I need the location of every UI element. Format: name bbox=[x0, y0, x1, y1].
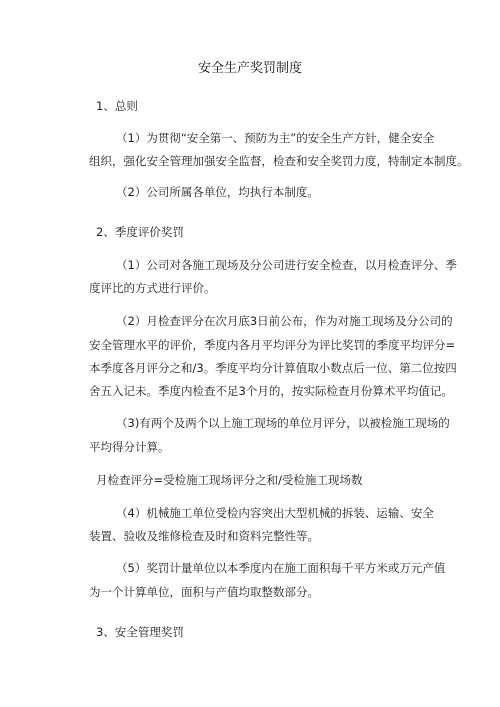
paragraph-line: （4）机械施工单位受检内容突出大型机械的拆装、运输、安全 bbox=[116, 506, 434, 520]
paragraph-line: （3)有两个及两个以上施工现场的单位月评分，以被检施工现场的 bbox=[116, 416, 450, 430]
paragraph-line: 为一个计算单位，面积与产值均取整数部分。 bbox=[89, 585, 319, 599]
paragraph-line: （2）公司所属各单位，均执行本制度。 bbox=[116, 185, 319, 199]
paragraph-line: 本季度各月评分之和/3。季度平均分计算值取小数点后一位、第二位按四 bbox=[89, 361, 457, 375]
paragraph-line: （1）为贯彻“安全第一、预防为主”的安全生产方针，健全安全 bbox=[116, 131, 435, 145]
paragraph-line: （5）奖罚计量单位以本季度内在施工面积每千平方米或万元产值 bbox=[116, 561, 446, 575]
paragraph-line: 组织，强化安全管理加强安全监督，检查和安全奖罚力度，特制定本制度。 bbox=[89, 154, 469, 168]
paragraph-line: 安全管理水平的评价，季度内各月平均评分为评比奖罚的季度平均评分= bbox=[89, 338, 456, 352]
paragraph-line: （1）公司对各施工现场及分公司进行安全检查，以月检查评分、季 bbox=[116, 258, 457, 272]
section-heading-quarterly: 2、季度评价奖罚 bbox=[96, 225, 184, 239]
paragraph-line: 度评比的方式进行评价。 bbox=[89, 281, 216, 295]
paragraph-line: 装置、验收及维修检查及时和资料完整性等。 bbox=[89, 529, 319, 543]
section-heading-safety-management: 3、安全管理奖罚 bbox=[96, 625, 184, 639]
formula-line: 月检查评分=受检施工现场评分之和/受检施工现场数 bbox=[96, 473, 363, 487]
section-heading-general: 1、总则 bbox=[96, 99, 138, 113]
paragraph-line: 平均得分计算。 bbox=[89, 440, 170, 454]
document-title: 安全生产奖罚制度 bbox=[197, 61, 302, 76]
paragraph-line: 舍五入记未。季度内检查不足3个月的，按实际检查月份算术平均值记。 bbox=[89, 384, 453, 398]
paragraph-line: （2）月检查评分在次月底3日前公布，作为对施工现场及分公司的 bbox=[116, 314, 453, 328]
